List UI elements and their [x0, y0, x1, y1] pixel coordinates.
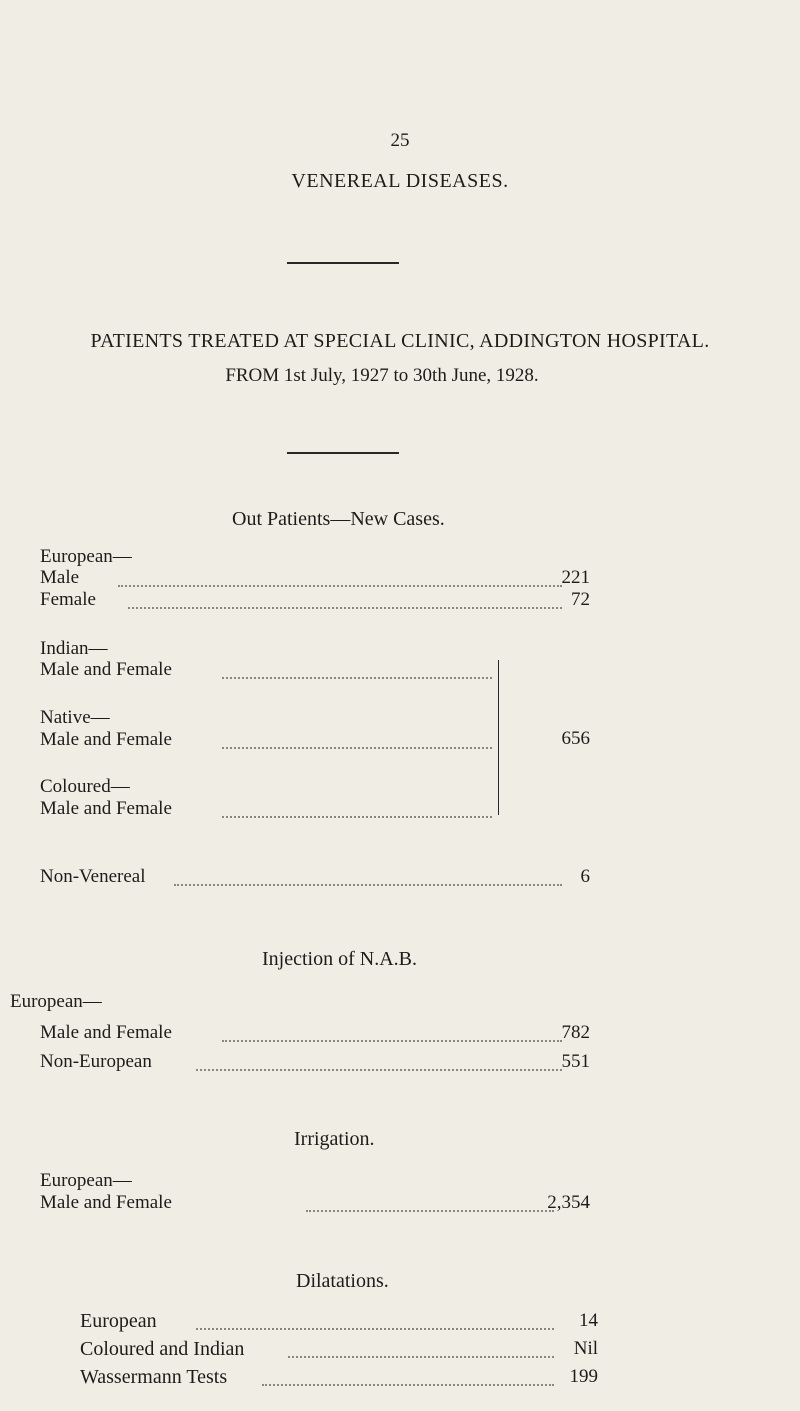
- page-number: 25: [390, 130, 410, 151]
- divider-rule: [287, 452, 399, 454]
- row-label-male-female: Male and Female: [40, 1022, 172, 1043]
- report-period: FROM 1st July, 1927 to 30th June, 1928.: [225, 365, 539, 386]
- row-value-nonvenereal: 6: [580, 866, 590, 887]
- divider-rule: [287, 262, 399, 264]
- row-value-european: 14: [579, 1310, 598, 1331]
- row-value-irrigation: 2,354: [547, 1192, 590, 1213]
- row-label-native: Male and Female: [40, 729, 172, 750]
- row-label-female: Female: [40, 589, 96, 610]
- group-header-european: European—: [40, 546, 132, 567]
- group-header-native: Native—: [40, 707, 110, 728]
- group-header-coloured: Coloured—: [40, 776, 130, 797]
- row-label-wassermann: Wassermann Tests: [80, 1366, 228, 1388]
- group-header-european: European—: [10, 991, 102, 1012]
- report-subtitle: PATIENTS TREATED AT SPECIAL CLINIC, ADDINGTON HOSPITAL.: [90, 330, 710, 352]
- dot-leader: [196, 1328, 554, 1330]
- dot-leader: [222, 677, 492, 679]
- row-value-wassermann: 199: [569, 1366, 598, 1387]
- row-label-male-female: Male and Female: [40, 1192, 172, 1213]
- group-header-european: European—: [40, 1170, 132, 1191]
- grouping-brace: [492, 660, 499, 815]
- dot-leader: [118, 585, 562, 587]
- row-label-male: Male: [40, 567, 80, 588]
- dot-leader: [222, 747, 492, 749]
- row-label-nonvenereal: Non-Venereal: [40, 866, 146, 887]
- section-heading-out-patients: Out Patients—New Cases.: [232, 508, 445, 530]
- group-header-indian: Indian—: [40, 638, 108, 659]
- row-value-coloured-indian: Nil: [573, 1338, 598, 1359]
- row-label-non-european: Non-European: [40, 1051, 152, 1072]
- section-heading-dilatations: Dilatations.: [296, 1270, 389, 1292]
- dot-leader: [128, 607, 562, 609]
- row-value-non-european: 551: [561, 1051, 590, 1072]
- section-heading-injection: Injection of N.A.B.: [262, 948, 417, 970]
- row-value-female: 72: [571, 589, 590, 610]
- row-value-male: 221: [561, 567, 590, 588]
- dot-leader: [222, 816, 492, 818]
- main-title: VENEREAL DISEASES.: [291, 170, 509, 192]
- row-value-grouped: 656: [561, 728, 590, 749]
- row-label-indian: Male and Female: [40, 659, 172, 680]
- row-label-coloured-indian: Coloured and Indian: [80, 1338, 245, 1360]
- row-label-european: European: [80, 1310, 157, 1332]
- section-heading-irrigation: Irrigation.: [294, 1128, 375, 1150]
- row-label-coloured: Male and Female: [40, 798, 172, 819]
- row-value-male-female: 782: [561, 1022, 590, 1043]
